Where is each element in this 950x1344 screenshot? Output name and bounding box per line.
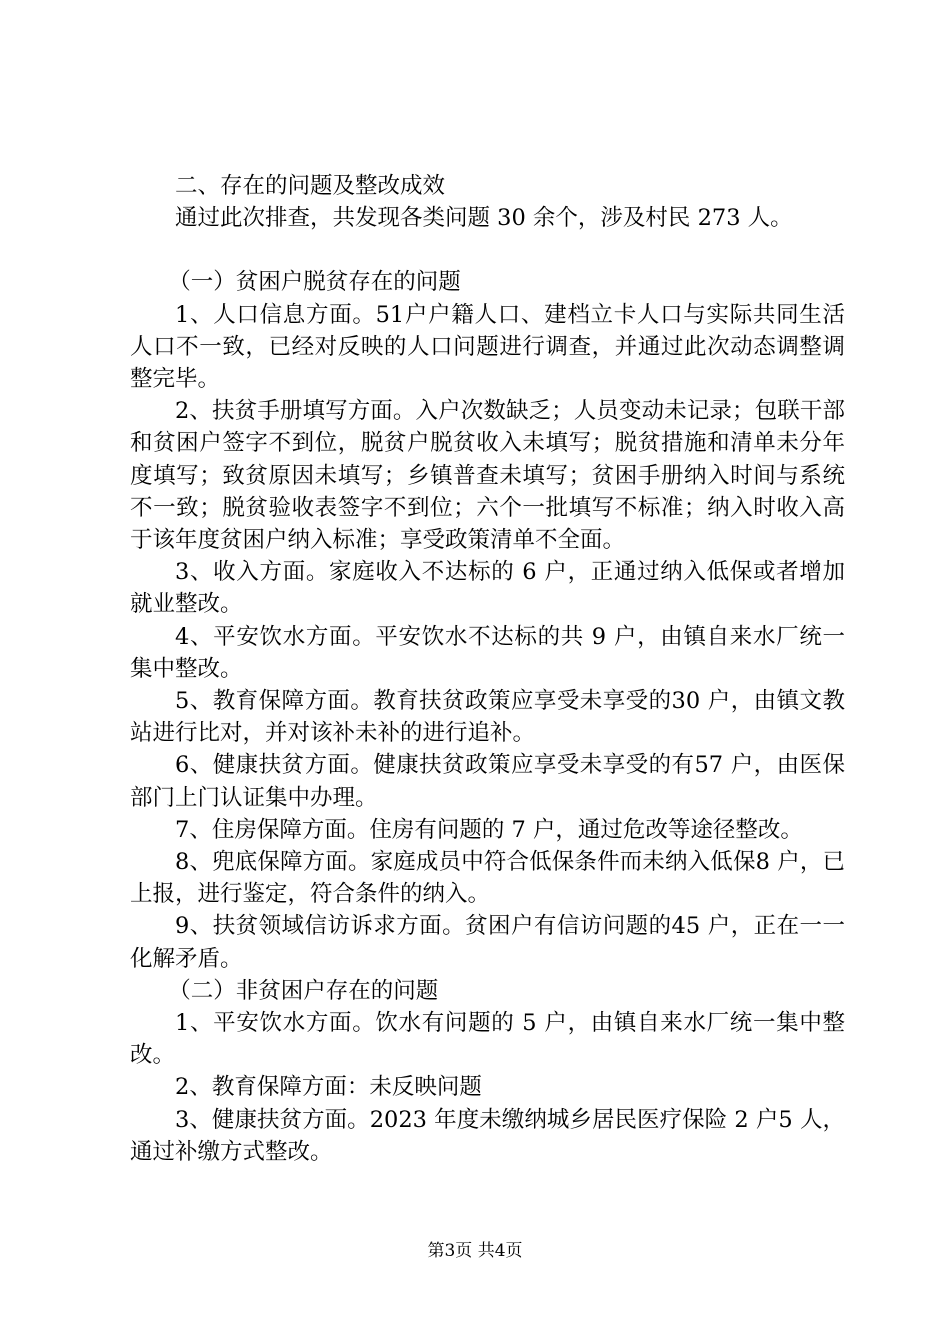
part2-heading: （二）非贫困户存在的问题 bbox=[168, 977, 439, 1004]
part1-item: 8、兜底保障方面。家庭成员中符合低保条件而未纳入低保8 户，已上报，进行鉴定，符合条件的纳入。 bbox=[130, 849, 845, 908]
part1-item: 9、扶贫领域信访诉求方面。贫困户有信访问题的45 户，正在一一化解矛盾。 bbox=[130, 913, 845, 972]
part2-item: 2、教育保障方面：未反映问题 bbox=[175, 1074, 482, 1101]
part1-item: 1、人口信息方面。51户户籍人口、建档立卡人口与实际共同生活人口不一致，已经对反映的人口问题进行调查，并通过此次动态调整调整完毕。 bbox=[130, 301, 845, 393]
part1-item: 7、住房保障方面。住房有问题的 7 户，通过危改等途径整改。 bbox=[175, 816, 803, 843]
part2-item: 1、平安饮水方面。饮水有问题的 5 户，由镇自来水厂统一集中整改。 bbox=[130, 1010, 845, 1069]
document-body bbox=[130, 170, 845, 1168]
paragraph-gap bbox=[130, 234, 845, 266]
part1-item: 2、扶贫手册填写方面。入户次数缺乏；人员变动未记录；包联干部和贫困户签字不到位，脱贫户脱贫收入未填写；脱贫措施和清单未分年度填写；致贫原因未填写；乡镇普查未填写；贫困手册纳入时间与系统不一致；脱贫验收表签字不到位；六个一批填写不标准；纳入时收入高于该年度贫困户纳入标准；享受政策清单不全面。 bbox=[130, 398, 845, 554]
part1-heading: （一）贫困户脱贫存在的问题 bbox=[168, 269, 461, 296]
part2-item: 3、健康扶贫方面。2023 年度未缴纳城乡居民医疗保险 2 户5 人，通过补缴方式整改。 bbox=[130, 1106, 845, 1165]
part1-item: 4、平安饮水方面。平安饮水不达标的共 9 户，由镇自来水厂统一集中整改。 bbox=[130, 623, 845, 682]
part1-item: 5、教育保障方面。教育扶贫政策应享受未享受的30 户，由镇文教站进行比对，并对该补未补的进行追补。 bbox=[130, 688, 845, 747]
page-footer: 第3页 共4页 bbox=[427, 1241, 523, 1261]
intro-paragraph: 通过此次排查，共发现各类问题 30 余个，涉及村民 273 人。 bbox=[175, 205, 793, 232]
part1-item: 6、健康扶贫方面。健康扶贫政策应享受未享受的有57 户，由医保部门上门认证集中办理。 bbox=[130, 752, 845, 811]
section-title: 二、存在的问题及整改成效 bbox=[175, 173, 446, 199]
part1-item: 3、收入方面。家庭收入不达标的 6 户，正通过纳入低保或者增加就业整改。 bbox=[130, 559, 845, 618]
